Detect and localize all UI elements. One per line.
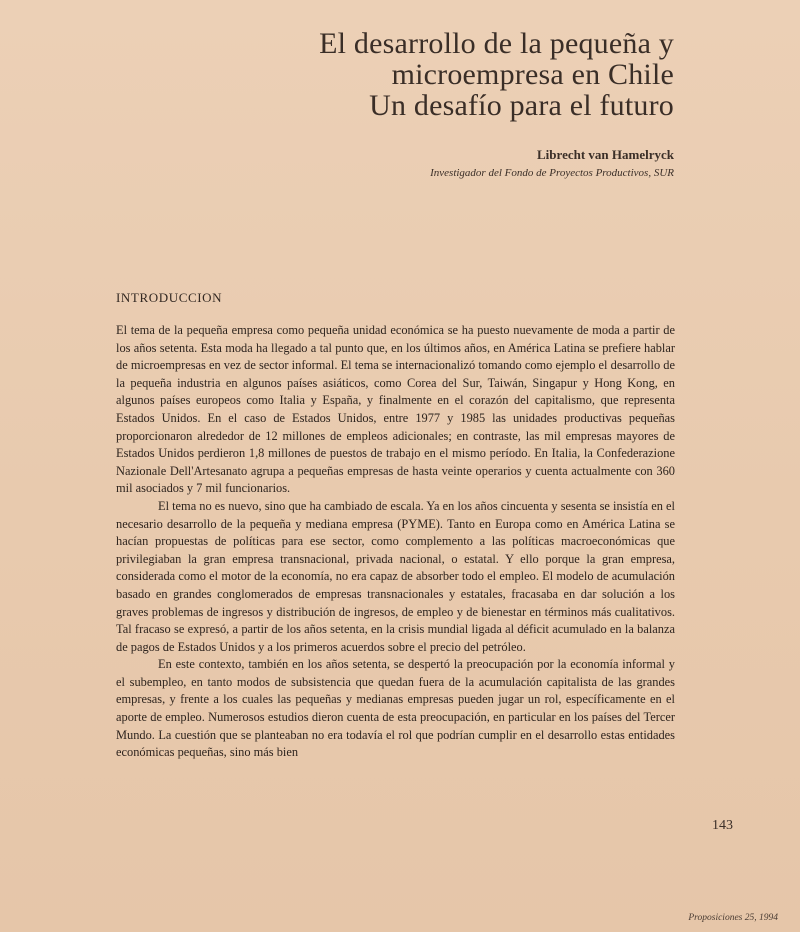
body-text	[116, 322, 675, 762]
article-title	[319, 28, 674, 121]
author-name: Librecht van Hamelryck	[537, 147, 674, 162]
author-affiliation: Investigador del Fondo de Proyectos Productivos, SUR	[430, 167, 674, 179]
journal-footer: Proposiciones 25, 1994	[688, 913, 778, 923]
section-heading: INTRODUCCION	[116, 290, 223, 305]
title-line-2: microempresa en Chile	[391, 58, 674, 91]
paragraph-1: El tema de la pequeña empresa como pequeña unidad económica se ha puesto nuevamente de moda a partir de los años setenta. Esta moda ha llegado a tal punto que, en los últimos años, en América Latina se prefiere hablar de microempresas en vez de sector informal. El tema se internacionalizó tomando como ejemplo el desarrollo de la pequeña industria en algunos países asiáticos, como Corea del Sur, Taiwán, Singapur y Hong Kong, en algunos países europeos como Italia y España, y finalmente en el corazón del capitalismo, que representa Estados Unidos. En el caso de Estados Unidos, entre 1977 y 1985 las unidades productivas pequeñas proporcionaron alrededor de 12 millones de empleos adicionales; en contraste, las mil empresas mayores de Estados Unidos perdieron 1,8 millones de puestos de trabajo en el mismo período. En Italia, la Confederazione Nazionale Dell'Artesanato agrupa a pequeñas empresas de hasta veinte operarios y cuenta actualmente con 360 mil asociados y 7 mil funcionarios.	[116, 323, 675, 496]
paragraph-2: El tema no es nuevo, sino que ha cambiado de escala. Ya en los años cincuenta y sesenta se insistía en el necesario desarrollo de la pequeña y mediana empresa (PYME). Tanto en Europa como en América Latina se hacían propuestas de políticas para ese sector, como complemento a las políticas macroeconómicas que privilegiaban la gran empresa transnacional, privada nacional, o estatal. Y ello porque la gran empresa, considerada como el motor de la economía, no era capaz de absorber todo el empleo. El modelo de acumulación basado en grandes conglomerados de empresas transnacionales y estatales, fracasaba en dar solución a los graves problemas de ingresos y distribución de ingresos, de empleo y de bienestar en términos más cualitativos. Tal fracaso se expresó, a partir de los años setenta, en la crisis mundial ligada al déficit acumulado en la balanza de pagos de Estados Unidos y a los primeros acuerdos sobre el precio del petróleo.	[116, 498, 675, 654]
page-number: 143	[712, 818, 733, 833]
title-line-1: El desarrollo de la pequeña y	[319, 27, 674, 60]
title-line-3: Un desafío para el futuro	[369, 89, 674, 122]
paragraph-3: En este contexto, también en los años setenta, se despertó la preocupación por la economía informal y el subempleo, en tanto modos de subsistencia que quedan fuera de la acumulación capitalista de las grandes empresas, y frente a los cuales las pequeñas y medianas empresas pueden jugar un rol, específicamente en el aporte de empleo. Numerosos estudios dieron cuenta de esta preocupación, en particular en los países del Tercer Mundo. La cuestión que se planteaban no era todavía el rol que podrían cumplir en el desarrollo estas entidades económicas pequeñas, sino más bien	[116, 657, 675, 760]
